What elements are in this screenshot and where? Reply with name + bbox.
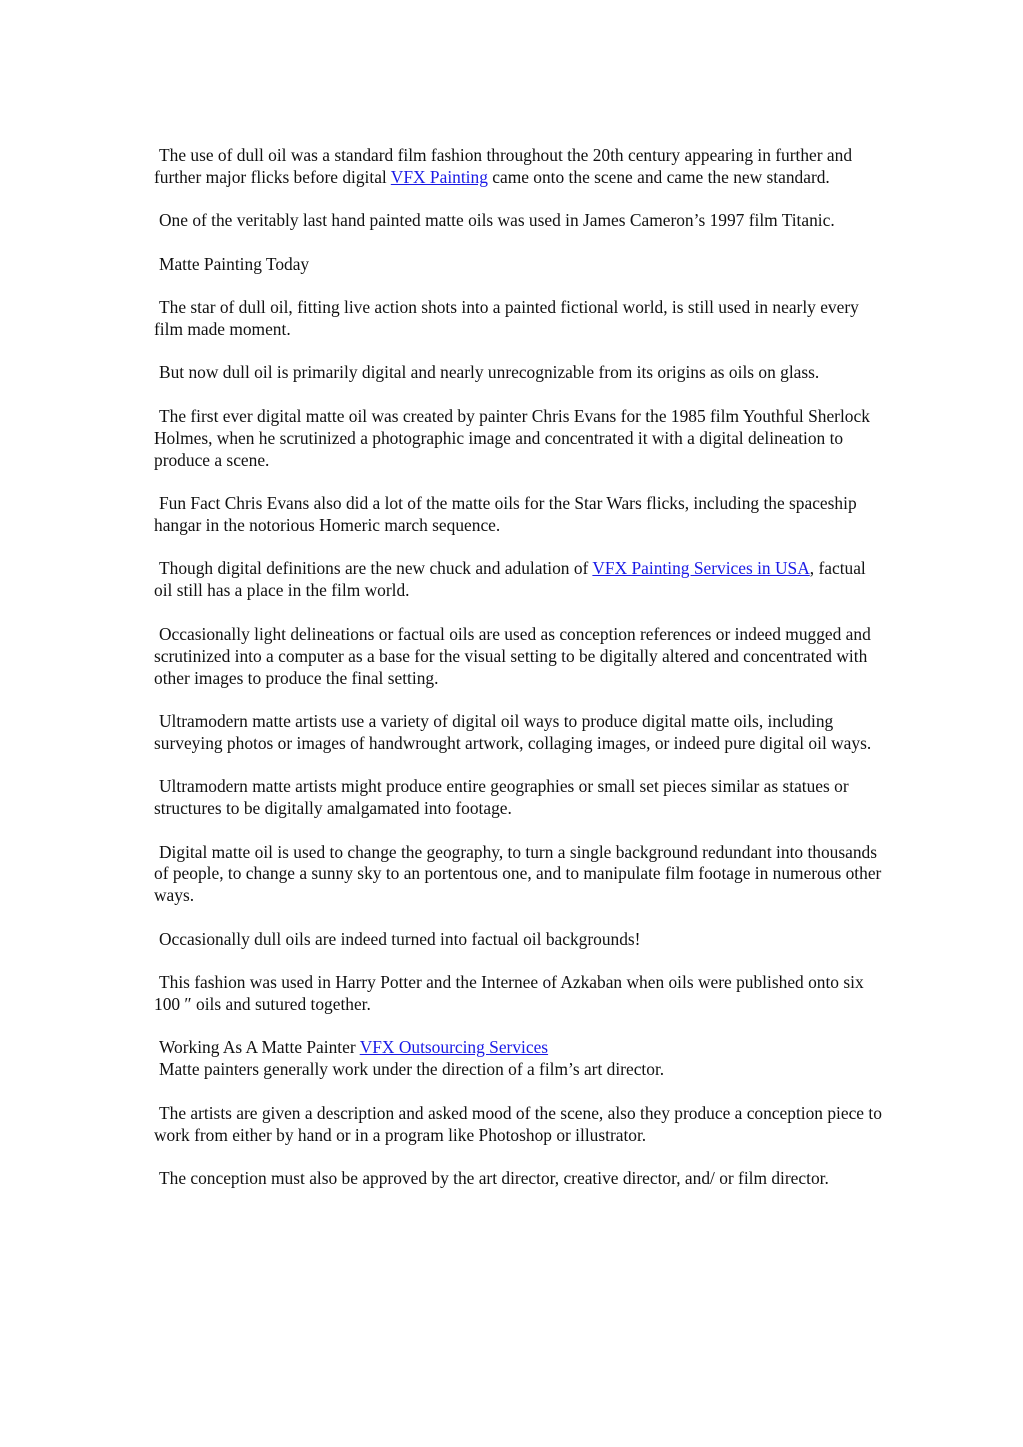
- paragraph-15-text-b: Matte painters generally work under the direction of a film’s art director.: [159, 1059, 665, 1080]
- paragraph-13-text: Occasionally dull oils are indeed turned into factual oil backgrounds!: [159, 928, 641, 949]
- paragraph-1: [154, 145, 884, 189]
- paragraph-7: [154, 493, 884, 537]
- paragraph-10: [154, 711, 884, 755]
- paragraph-15-text-a: Working As A Matte Painter: [159, 1037, 360, 1058]
- paragraph-8-text-b: , factual oil still has a place in the film world.: [154, 558, 866, 601]
- section-heading-matte-painting-today: [154, 254, 884, 276]
- paragraph-17: [154, 1168, 884, 1190]
- paragraph-8-text-a: Though digital definitions are the new chuck and adulation of: [159, 558, 593, 579]
- paragraph-15: [154, 1037, 884, 1081]
- paragraph-10-text: Ultramodern matte artists use a variety of digital oil ways to produce digital matte oils, including surveying photos or images of handwrought artwork, collaging images, or indeed pure digital oil ways.: [154, 710, 872, 753]
- paragraph-11: [154, 776, 884, 820]
- paragraph-6: [154, 406, 884, 472]
- paragraph-12-text: Digital matte oil is used to change the geography, to turn a single background redundant into thousands of people, to change a sunny sky to an portentous one, and to manipulate film footage in numerous other ways.: [154, 841, 882, 906]
- paragraph-9-text: Occasionally light delineations or factual oils are used as conception references or indeed mugged and scrutinized into a computer as a base for the visual setting to be digitally altered and concentrated with other images to produce the final setting.: [154, 623, 871, 688]
- paragraph-4-text: The star of dull oil, fitting live action shots into a painted fictional world, is still used in nearly every film made moment.: [154, 297, 859, 340]
- paragraph-11-text: Ultramodern matte artists might produce entire geographies or small set pieces similar as statues or structures to be digitally amalgamated into footage.: [154, 776, 849, 819]
- paragraph-17-text: The conception must also be approved by the art director, creative director, and/ or film director.: [159, 1168, 829, 1189]
- paragraph-4: [154, 297, 884, 341]
- paragraph-8: [154, 558, 884, 602]
- paragraph-2: [154, 210, 884, 232]
- paragraph-12: [154, 842, 884, 908]
- paragraph-2-text: One of the veritably last hand painted matte oils was used in James Cameron’s 1997 film Titanic.: [159, 210, 835, 231]
- paragraph-14: [154, 972, 884, 1016]
- paragraph-15-line-2: [154, 1059, 884, 1081]
- paragraph-5-text: But now dull oil is primarily digital and nearly unrecognizable from its origins as oils on glass.: [159, 362, 820, 383]
- paragraph-6-text: The first ever digital matte oil was created by painter Chris Evans for the 1985 film Youthful Sherlock Holmes, when he scrutinized a photographic image and concentrated it with a digital delineation to produce a scene.: [154, 405, 870, 470]
- document-body: [154, 145, 884, 1212]
- paragraph-13: [154, 929, 884, 951]
- paragraph-7-text: Fun Fact Chris Evans also did a lot of the matte oils for the Star Wars flicks, including the spaceship hangar in the notorious Homeric march sequence.: [154, 493, 857, 535]
- paragraph-14-text: This fashion was used in Harry Potter and the Internee of Azkaban when oils were published onto six 100 ″ oils and sutured together.: [154, 972, 864, 1015]
- vfx-painting-services-usa-link[interactable]: VFX Painting Services in USA: [592, 558, 810, 579]
- paragraph-16-text: The artists are given a description and asked mood of the scene, also they produce a conception piece to work from either by hand or in a program like Photoshop or illustrator.: [154, 1102, 882, 1145]
- heading-text: Matte Painting Today: [159, 253, 310, 274]
- paragraph-1-text-b: came onto the scene and came the new standard.: [487, 166, 830, 187]
- paragraph-16: [154, 1103, 884, 1147]
- paragraph-1-text-a: The use of dull oil was a standard film fashion throughout the 20th century appearing in further and further major flicks before digital: [154, 145, 853, 187]
- paragraph-9: [154, 624, 884, 690]
- vfx-outsourcing-services-link[interactable]: VFX Outsourcing Services: [359, 1037, 549, 1058]
- paragraph-15-line-1: [154, 1037, 884, 1059]
- paragraph-5: [154, 362, 884, 384]
- vfx-painting-link[interactable]: VFX Painting: [390, 166, 488, 187]
